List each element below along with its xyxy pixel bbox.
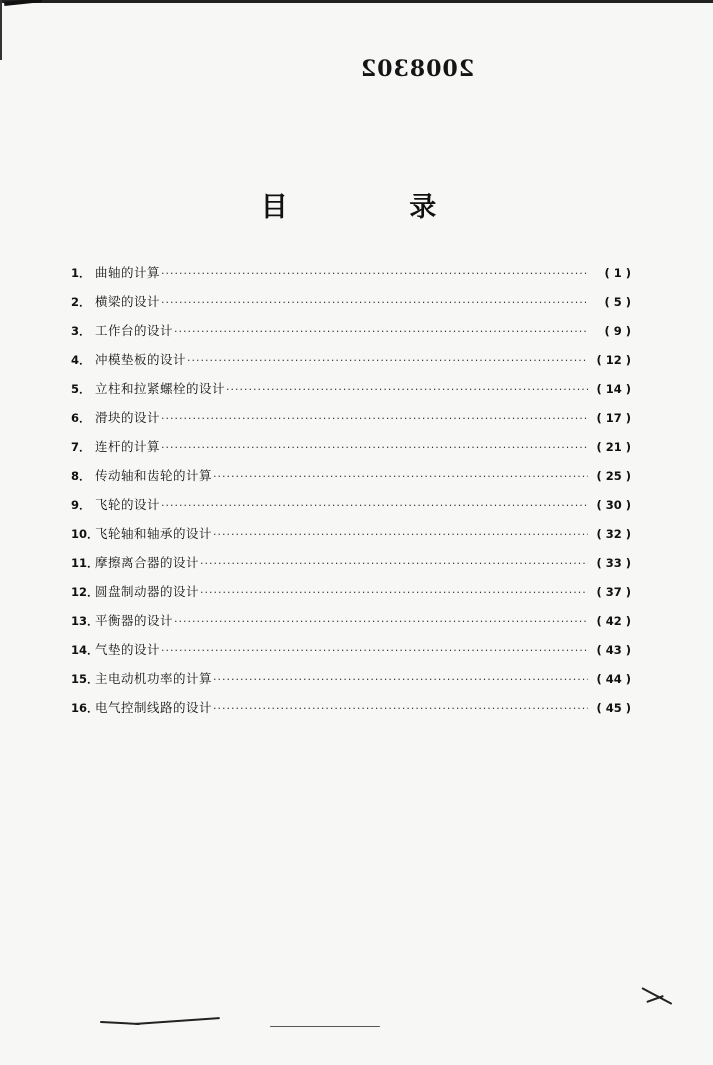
toc-dot-leader: [174, 325, 588, 338]
toc-entry-11: [71, 553, 631, 582]
toc-entry-14: [71, 640, 631, 669]
toc-dot-leader: [174, 615, 588, 628]
toc-dot-leader: [213, 702, 588, 715]
toc-entry-title: 圆盘制动器的设计: [95, 584, 200, 599]
toc-entry-number: 4．: [71, 353, 91, 367]
toc-dot-leader: [200, 557, 588, 570]
toc-entry-number: 14．: [71, 643, 99, 657]
toc-entry-page: ( 9 ): [604, 324, 631, 338]
toc-dot-leader: [161, 296, 588, 309]
toc-dot-leader: [213, 470, 588, 483]
toc-entry-title: 电气控制线路的设计: [95, 700, 213, 715]
toc-entry-13: [71, 611, 631, 640]
toc-entry-number: 9．: [71, 498, 91, 512]
toc-entry-5: [71, 379, 631, 408]
toc-entry-number: 3．: [71, 324, 91, 338]
page-title: 目 录: [260, 192, 493, 223]
toc-entry-page: ( 14 ): [596, 382, 631, 396]
toc-entry-page: ( 43 ): [596, 643, 631, 657]
toc-entry-2: [71, 292, 631, 321]
toc-entry-9: [71, 495, 631, 524]
toc-entry-page: ( 42 ): [596, 614, 631, 628]
toc-entry-8: [71, 466, 631, 495]
toc-entry-page: ( 25 ): [596, 469, 631, 483]
toc-entry-number: 6．: [71, 411, 91, 425]
toc-entry-title: 横梁的设计: [95, 294, 161, 309]
toc-entry-number: 8．: [71, 469, 91, 483]
toc-entry-title: 连杆的计算: [95, 439, 161, 454]
toc-entry-number: 2．: [71, 295, 91, 309]
toc-entry-3: [71, 321, 631, 350]
toc-entry-1: [71, 263, 631, 292]
toc-entry-16: [71, 698, 631, 727]
toc-entry-7: [71, 437, 631, 466]
toc-entry-title: 立柱和拉紧螺栓的设计: [95, 381, 226, 396]
toc-entry-title: 飞轮轴和轴承的设计: [95, 526, 213, 541]
toc-entry-10: [71, 524, 631, 553]
toc-entry-page: ( 21 ): [596, 440, 631, 454]
toc-entry-title: 工作台的设计: [95, 323, 174, 338]
toc-entry-6: [71, 408, 631, 437]
scan-scratch: [135, 1017, 220, 1024]
scan-edge-top: [0, 0, 713, 3]
toc-entry-4: [71, 350, 631, 379]
toc-entry-title: 传动轴和齿轮的计算: [95, 468, 213, 483]
scan-scratch: [100, 1021, 140, 1025]
toc-entry-number: 12．: [71, 585, 99, 599]
toc-dot-leader: [200, 586, 588, 599]
toc-dot-leader: [161, 499, 588, 512]
toc-dot-leader: [213, 673, 588, 686]
toc-entry-number: 15．: [71, 672, 99, 686]
toc-entry-title: 气垫的设计: [95, 642, 161, 657]
toc-entry-page: ( 30 ): [596, 498, 631, 512]
toc-dot-leader: [161, 267, 588, 280]
toc-entry-page: ( 37 ): [596, 585, 631, 599]
toc-dot-leader: [226, 383, 588, 396]
scan-corner-mark: [4, 0, 43, 16]
toc-entry-number: 11．: [71, 556, 99, 570]
toc-entry-number: 1．: [71, 266, 91, 280]
toc-entry-page: ( 33 ): [596, 556, 631, 570]
toc-dot-leader: [161, 412, 588, 425]
archive-stamp: 2008302: [359, 56, 475, 82]
toc-entry-number: 13．: [71, 614, 99, 628]
toc-dot-leader: [161, 644, 588, 657]
scan-scratch: [270, 1026, 380, 1027]
toc-entry-15: [71, 669, 631, 698]
toc-entry-page: ( 44 ): [596, 672, 631, 686]
toc-entry-title: 冲模垫板的设计: [95, 352, 187, 367]
toc-entry-page: ( 5 ): [604, 295, 631, 309]
toc-entry-page: ( 32 ): [596, 527, 631, 541]
toc-entry-title: 摩擦离合器的设计: [95, 555, 200, 570]
toc-entry-title: 平衡器的设计: [95, 613, 174, 628]
toc-entry-title: 滑块的设计: [95, 410, 161, 425]
toc-entry-title: 飞轮的设计: [95, 497, 161, 512]
toc-entry-page: ( 45 ): [596, 701, 631, 715]
scan-edge-left: [0, 0, 2, 60]
toc-entry-page: ( 12 ): [596, 353, 631, 367]
toc-entry-page: ( 17 ): [596, 411, 631, 425]
toc-entry-number: 7．: [71, 440, 91, 454]
toc-entry-page: ( 1 ): [604, 266, 631, 280]
table-of-contents: [71, 263, 631, 727]
toc-entry-number: 5．: [71, 382, 91, 396]
toc-entry-title: 曲轴的计算: [95, 265, 161, 280]
toc-dot-leader: [187, 354, 588, 367]
toc-dot-leader: [161, 441, 588, 454]
toc-dot-leader: [213, 528, 588, 541]
toc-entry-12: [71, 582, 631, 611]
toc-entry-title: 主电动机功率的计算: [95, 671, 213, 686]
toc-entry-number: 10．: [71, 527, 99, 541]
toc-entry-number: 16．: [71, 701, 99, 715]
